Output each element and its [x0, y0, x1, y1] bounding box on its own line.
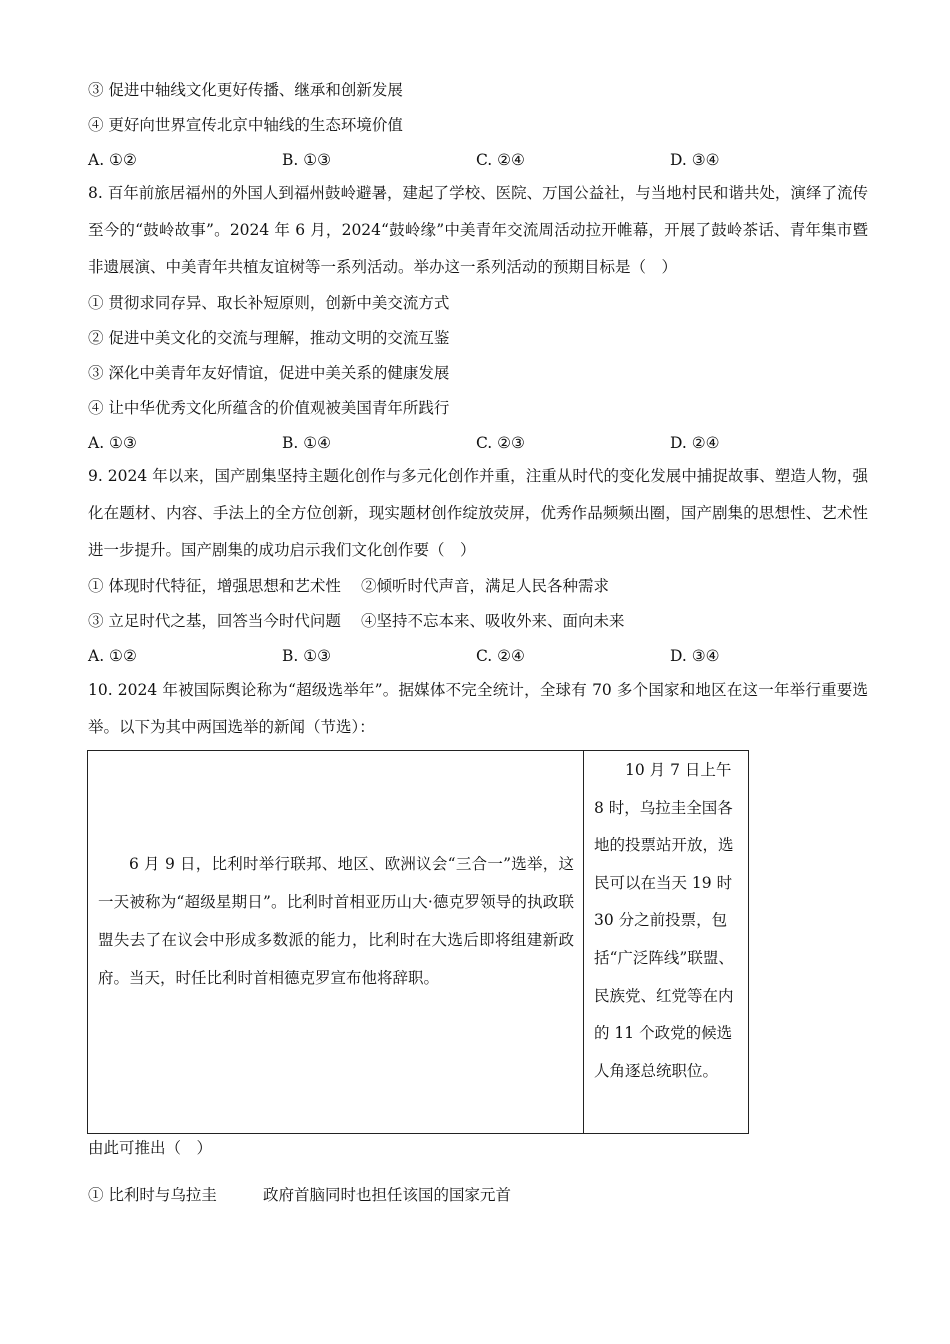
q7-choice-c: C. ②④ [476, 151, 525, 169]
q9-choice-b: B. ①③ [282, 647, 332, 665]
q9-option-3: ③ 立足时代之基，回答当今时代问题 [88, 612, 341, 630]
q10-option-1-part-a: ① 比利时与乌拉圭 [88, 1186, 217, 1204]
q8-answer-choices [88, 433, 868, 453]
q9-answer-choices [88, 646, 868, 666]
q7-choice-b: B. ①③ [282, 151, 332, 169]
q9-option-1: ① 体现时代特征，增强思想和艺术性 [88, 577, 341, 595]
q10-option-1-part-b: 政府首脑同时也担任该国的国家元首 [262, 1186, 511, 1204]
news-uruguay-text: 10 月 7 日上午 8 时，乌拉圭全国各地的投票站开放，选民可以在当天 19 时 30 分之前投票，包括“广泛阵线”联盟、民族党、红党等在内的 11 个政党的候选人角逐总统职位。 [594, 761, 734, 1080]
q9-option-4: ④坚持不忘本来、吸收外来、面向未来 [360, 612, 625, 630]
q8-option-3: ③ 深化中美青年友好情谊，促进中美关系的健康发展 [88, 364, 450, 382]
q9-choice-c: C. ②④ [476, 647, 525, 665]
q9-choice-a: A. ①② [88, 647, 137, 665]
q9-options-row-1 [88, 576, 609, 596]
q8-option-2: ② 促进中美文化的交流与理解，推动文明的交流互鉴 [88, 329, 450, 347]
q7-option-4: ④ 更好向世界宣传北京中轴线的生态环境价值 [88, 116, 403, 134]
q9-choice-d: D. ③④ [670, 647, 720, 665]
q8-choice-a: A. ①③ [88, 434, 137, 452]
q8-stem: 8. 百年前旅居福州的外国人到福州鼓岭避暑，建起了学校、医院、万国公益社，与当地村民和谐共处，演绎了流传至今的“鼓岭故事”。2024 年 6 月，2024“鼓岭缘”中美青年交流周活动拉开帷幕，开展了鼓岭茶话、青年集市暨非遗展演、中美青年共植友谊树等一系列活动。举办这一系列活动的预期目标是（ ） [88, 184, 868, 276]
q7-choice-d: D. ③④ [670, 151, 720, 169]
q8-choice-b: B. ①④ [282, 434, 332, 452]
news-table [87, 750, 749, 1134]
q7-option-3: ③ 促进中轴线文化更好传播、继承和创新发展 [88, 81, 403, 99]
news-cell-belgium [88, 751, 584, 1133]
q8-choice-d: D. ②④ [670, 434, 720, 452]
news-belgium-text: 6 月 9 日，比利时举行联邦、地区、欧洲议会“三合一”选举，这一天被称为“超级星期日”。比利时首相亚历山大·德克罗领导的执政联盟失去了在议会中形成多数派的能力，比利时在大选后即将组建新政府。当天，时任比利时首相德克罗宣布他将辞职。 [98, 855, 574, 987]
news-cell-uruguay [584, 751, 748, 1133]
q7-answer-choices [88, 150, 868, 170]
q7-choice-a: A. ①② [88, 151, 137, 169]
q10-option-1 [88, 1185, 511, 1205]
q10-stem: 10. 2024 年被国际舆论称为“超级选举年”。据媒体不完全统计，全球有 70 多个国家和地区在这一年举行重要选举。以下为其中两国选举的新闻（节选）： [88, 681, 868, 736]
q10-inference-prompt: 由此可推出（ ） [88, 1139, 213, 1157]
q9-options-row-2 [88, 611, 624, 631]
q8-choice-c: C. ②③ [476, 434, 525, 452]
q8-option-4: ④ 让中华优秀文化所蕴含的价值观被美国青年所践行 [88, 399, 450, 417]
q9-stem: 9. 2024 年以来，国产剧集坚持主题化创作与多元化创作并重，注重从时代的变化发展中捕捉故事、塑造人物，强化在题材、内容、手法上的全方位创新，现实题材创作绽放荧屏，优秀作品频频出圈，国产剧集的思想性、艺术性进一步提升。国产剧集的成功启示我们文化创作要（ ） [88, 467, 868, 559]
q9-option-2: ②倾听时代声音，满足人民各种需求 [360, 577, 609, 595]
q8-option-1: ① 贯彻求同存异、取长补短原则，创新中美交流方式 [88, 294, 450, 312]
